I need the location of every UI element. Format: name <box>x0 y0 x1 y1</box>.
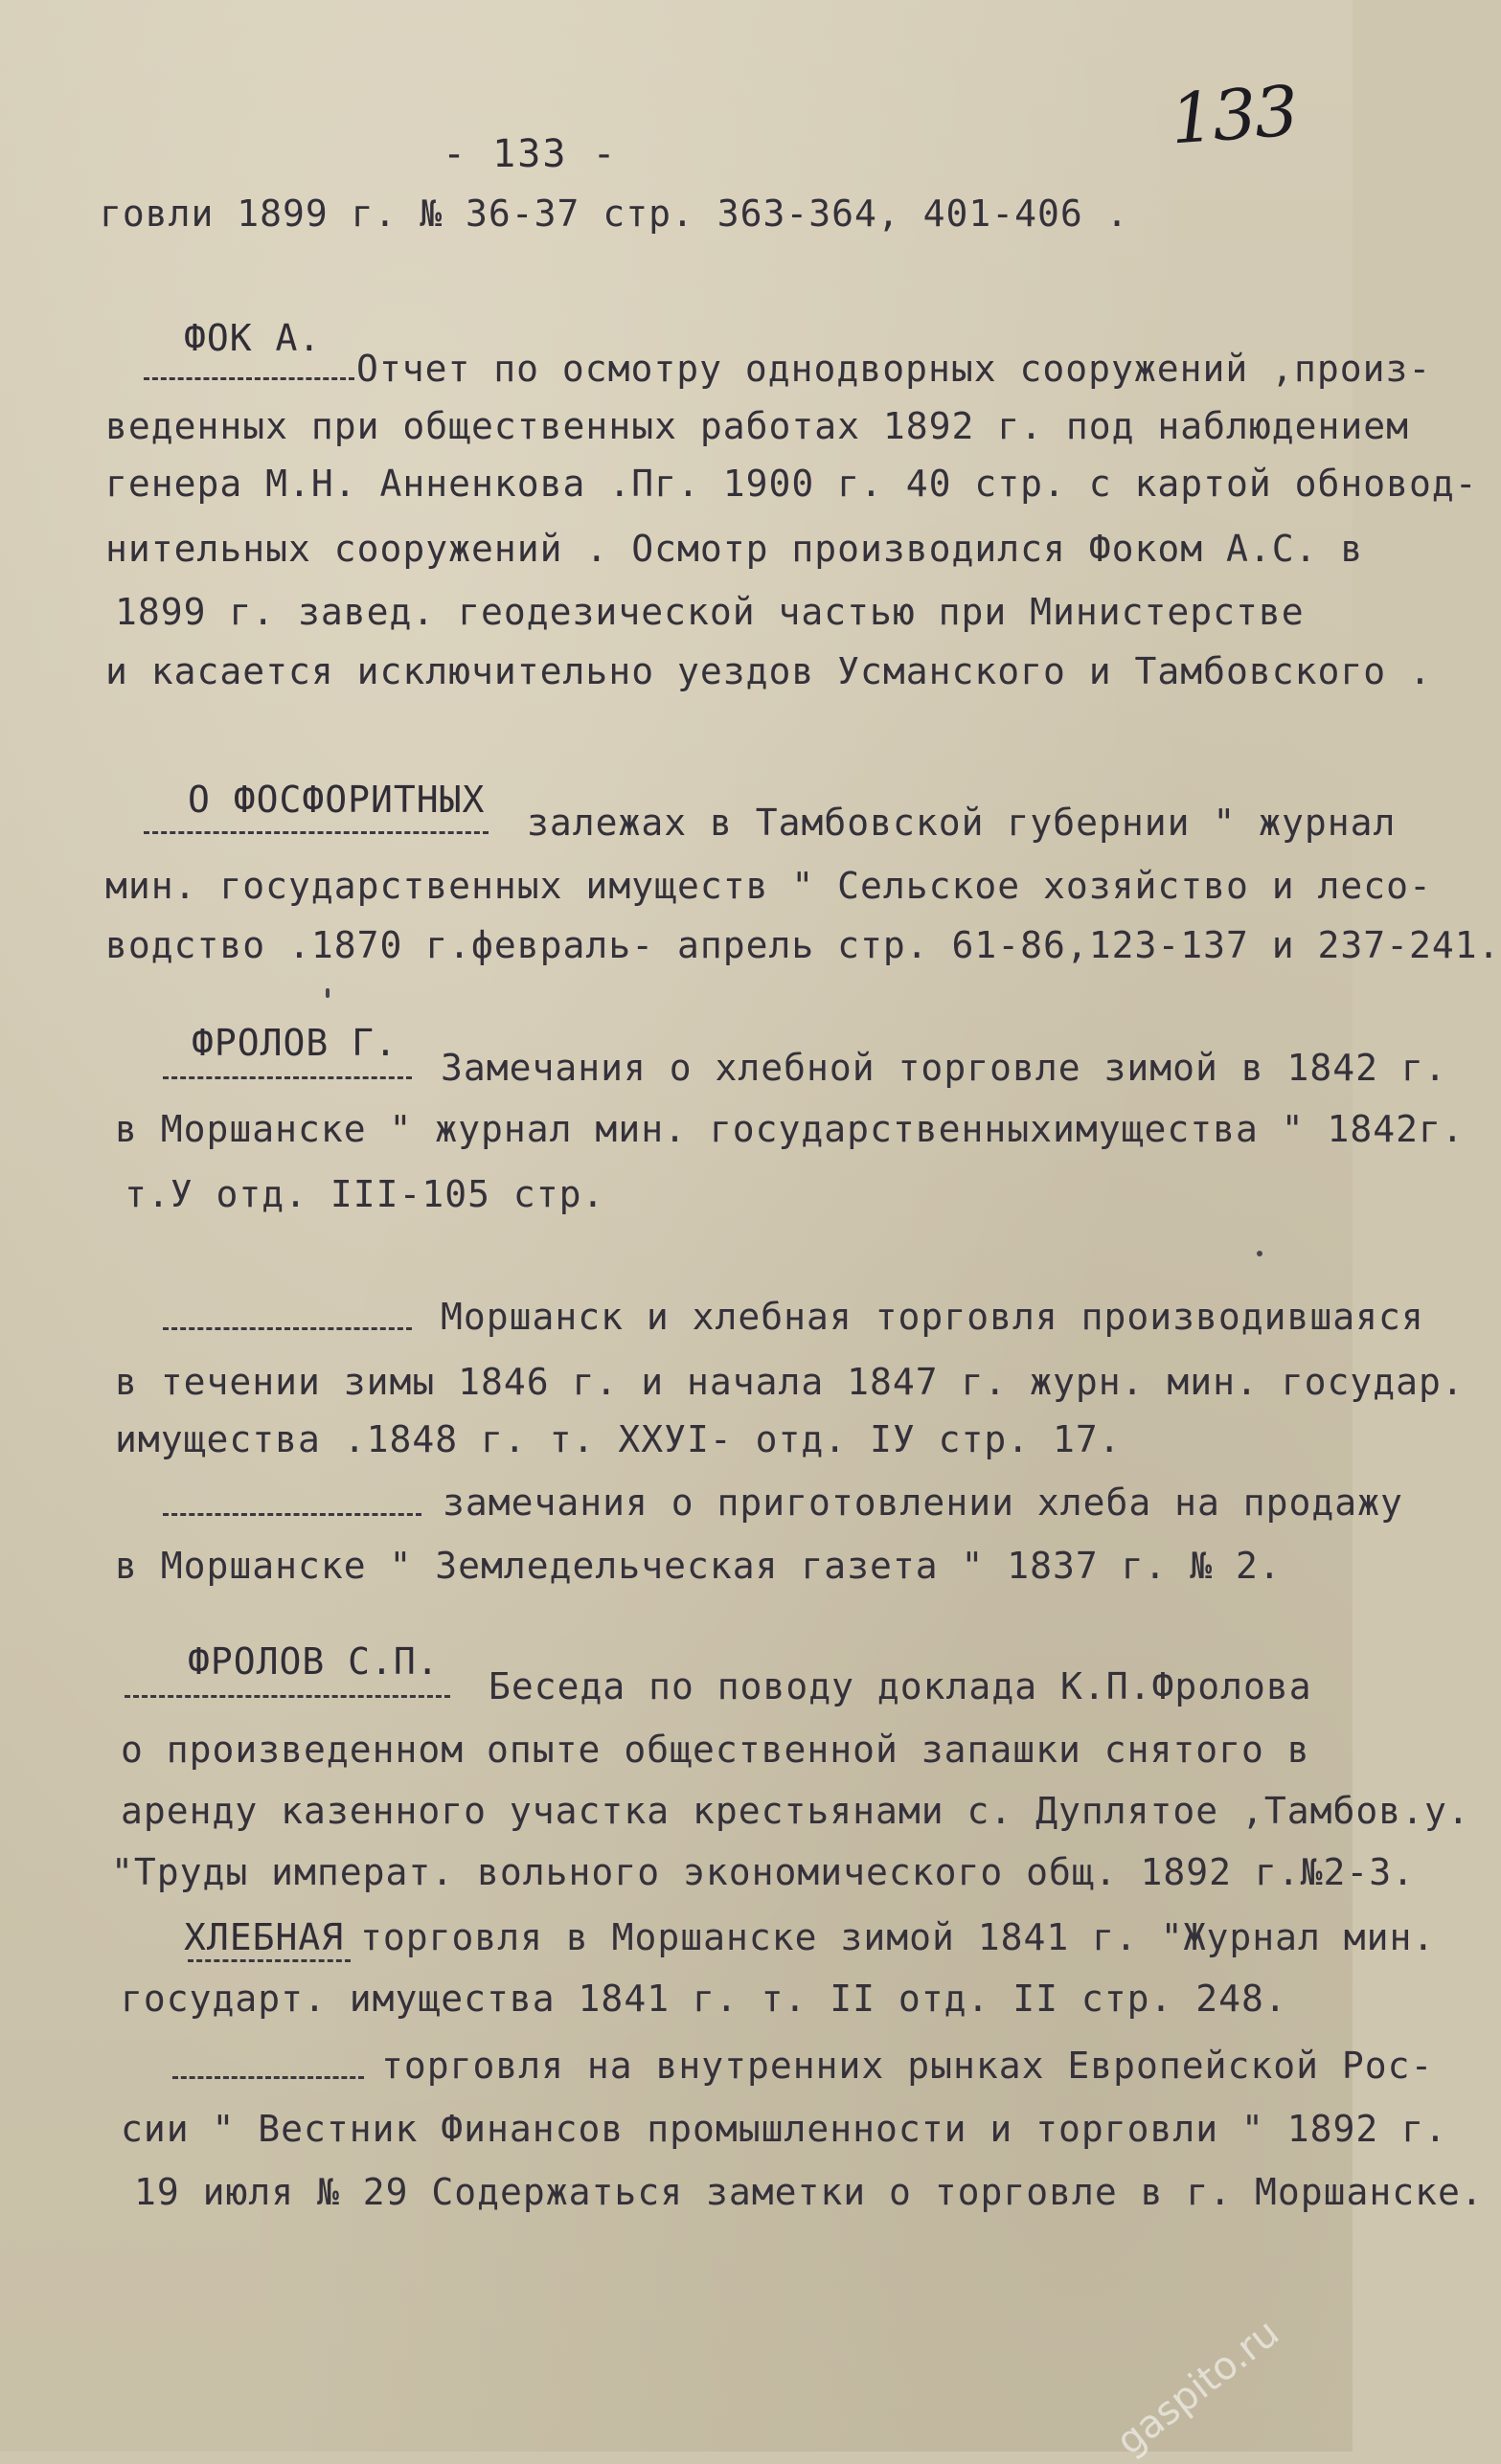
dash-leader <box>144 831 489 834</box>
continuation-line: говли 1899 г. № 36-37 стр. 363-364, 401-406 . <box>100 192 1129 235</box>
entry-line: веденных при общественных работах 1892 г. под наблюдением <box>105 405 1410 447</box>
entry-heading: ФРОЛОВ С.П. <box>188 1640 440 1683</box>
entry-line: аренду казенного участка крестьянами с. Дуплятое ,Тамбов.у. <box>121 1790 1470 1832</box>
entry-line: "Труды императ. вольного экономического общ. 1892 г.№2-3. <box>111 1851 1416 1893</box>
entry-heading: ФРОЛОВ Г. <box>192 1022 398 1064</box>
typed-page-number: - 133 - <box>443 132 618 176</box>
entry-line: 1899 г. завед. геодезической частью при Министерстве <box>115 591 1305 633</box>
entry-line: нительных сооружений . Осмотр производился Фоком А.С. в <box>105 528 1364 570</box>
entry-heading: ХЛЕБНАЯ <box>184 1916 345 1958</box>
site-watermark: gaspito.ru <box>1108 2310 1288 2464</box>
entry-line: т.У отд. III-105 стр. <box>125 1173 605 1215</box>
entry-line: Беседа по поводу доклада К.П.Фролова <box>489 1665 1312 1707</box>
entry-line: Отчет по осмотру однодворных сооружений ,произ- <box>356 348 1432 390</box>
entry-line: 19 июля № 29 Содержаться заметки о торговле в г. Моршанске. <box>134 2171 1484 2213</box>
dash-leader <box>172 2076 364 2079</box>
paper-speck <box>326 988 330 998</box>
entry-line: замечания о приготовлении хлеба на продажу <box>443 1481 1403 1524</box>
entry-line: Моршанск и хлебная торговля производившаяся <box>441 1296 1424 1338</box>
entry-line: о произведенном опыте общественной запашки снятого в <box>121 1729 1310 1771</box>
entry-line: в течении зимы 1846 г. и начала 1847 г. журн. мин. государ. <box>115 1361 1465 1403</box>
entry-line: торговля на внутренних рынках Европейской Рос- <box>381 2045 1434 2087</box>
entry-line: генера М.Н. Анненкова .Пг. 1900 г. 40 стр. с картой обновод- <box>105 463 1478 505</box>
entry-line: имущества .1848 г. т. XXУI- отд. IУ стр. 17. <box>115 1418 1122 1460</box>
dash-leader <box>125 1695 450 1698</box>
entry-line: залежах в Тамбовской губернии " журнал <box>527 802 1397 844</box>
dash-leader <box>163 1327 412 1330</box>
entry-line: водство .1870 г.февраль- апрель стр. 61-86,123-137 и 237-241. <box>105 924 1501 966</box>
entry-line: торговля в Моршанске зимой 1841 г. "Журнал мин. <box>360 1916 1436 1958</box>
dash-leader <box>144 377 354 380</box>
entry-line: и касается исключительно уездов Усманского и Тамбовского . <box>105 650 1432 692</box>
entry-line: сии " Вестник Финансов промышленности и торговли " 1892 г. <box>121 2108 1447 2150</box>
entry-heading: О ФОСФОРИТНЫХ <box>188 779 486 821</box>
entry-line: Замечания о хлебной торговле зимой в 1842 г. <box>441 1047 1447 1089</box>
handwritten-page-number: 133 <box>1168 70 1300 160</box>
paper-speck <box>1257 1251 1262 1256</box>
dash-leader <box>188 1959 351 1962</box>
dash-leader <box>163 1513 421 1516</box>
dash-leader <box>163 1076 412 1079</box>
entry-line: государт. имущества 1841 г. т. II отд. II стр. 248. <box>121 1978 1287 2020</box>
entry-line: в Моршанске " журнал мин. государственныхимущества " 1842г. <box>115 1108 1465 1150</box>
entry-line: в Моршанске " Земледельческая газета " 1837 г. № 2. <box>115 1545 1282 1587</box>
entry-heading: ФОК А. <box>184 317 322 359</box>
entry-line: мин. государственных имуществ " Сельское хозяйство и лесо- <box>105 865 1432 907</box>
